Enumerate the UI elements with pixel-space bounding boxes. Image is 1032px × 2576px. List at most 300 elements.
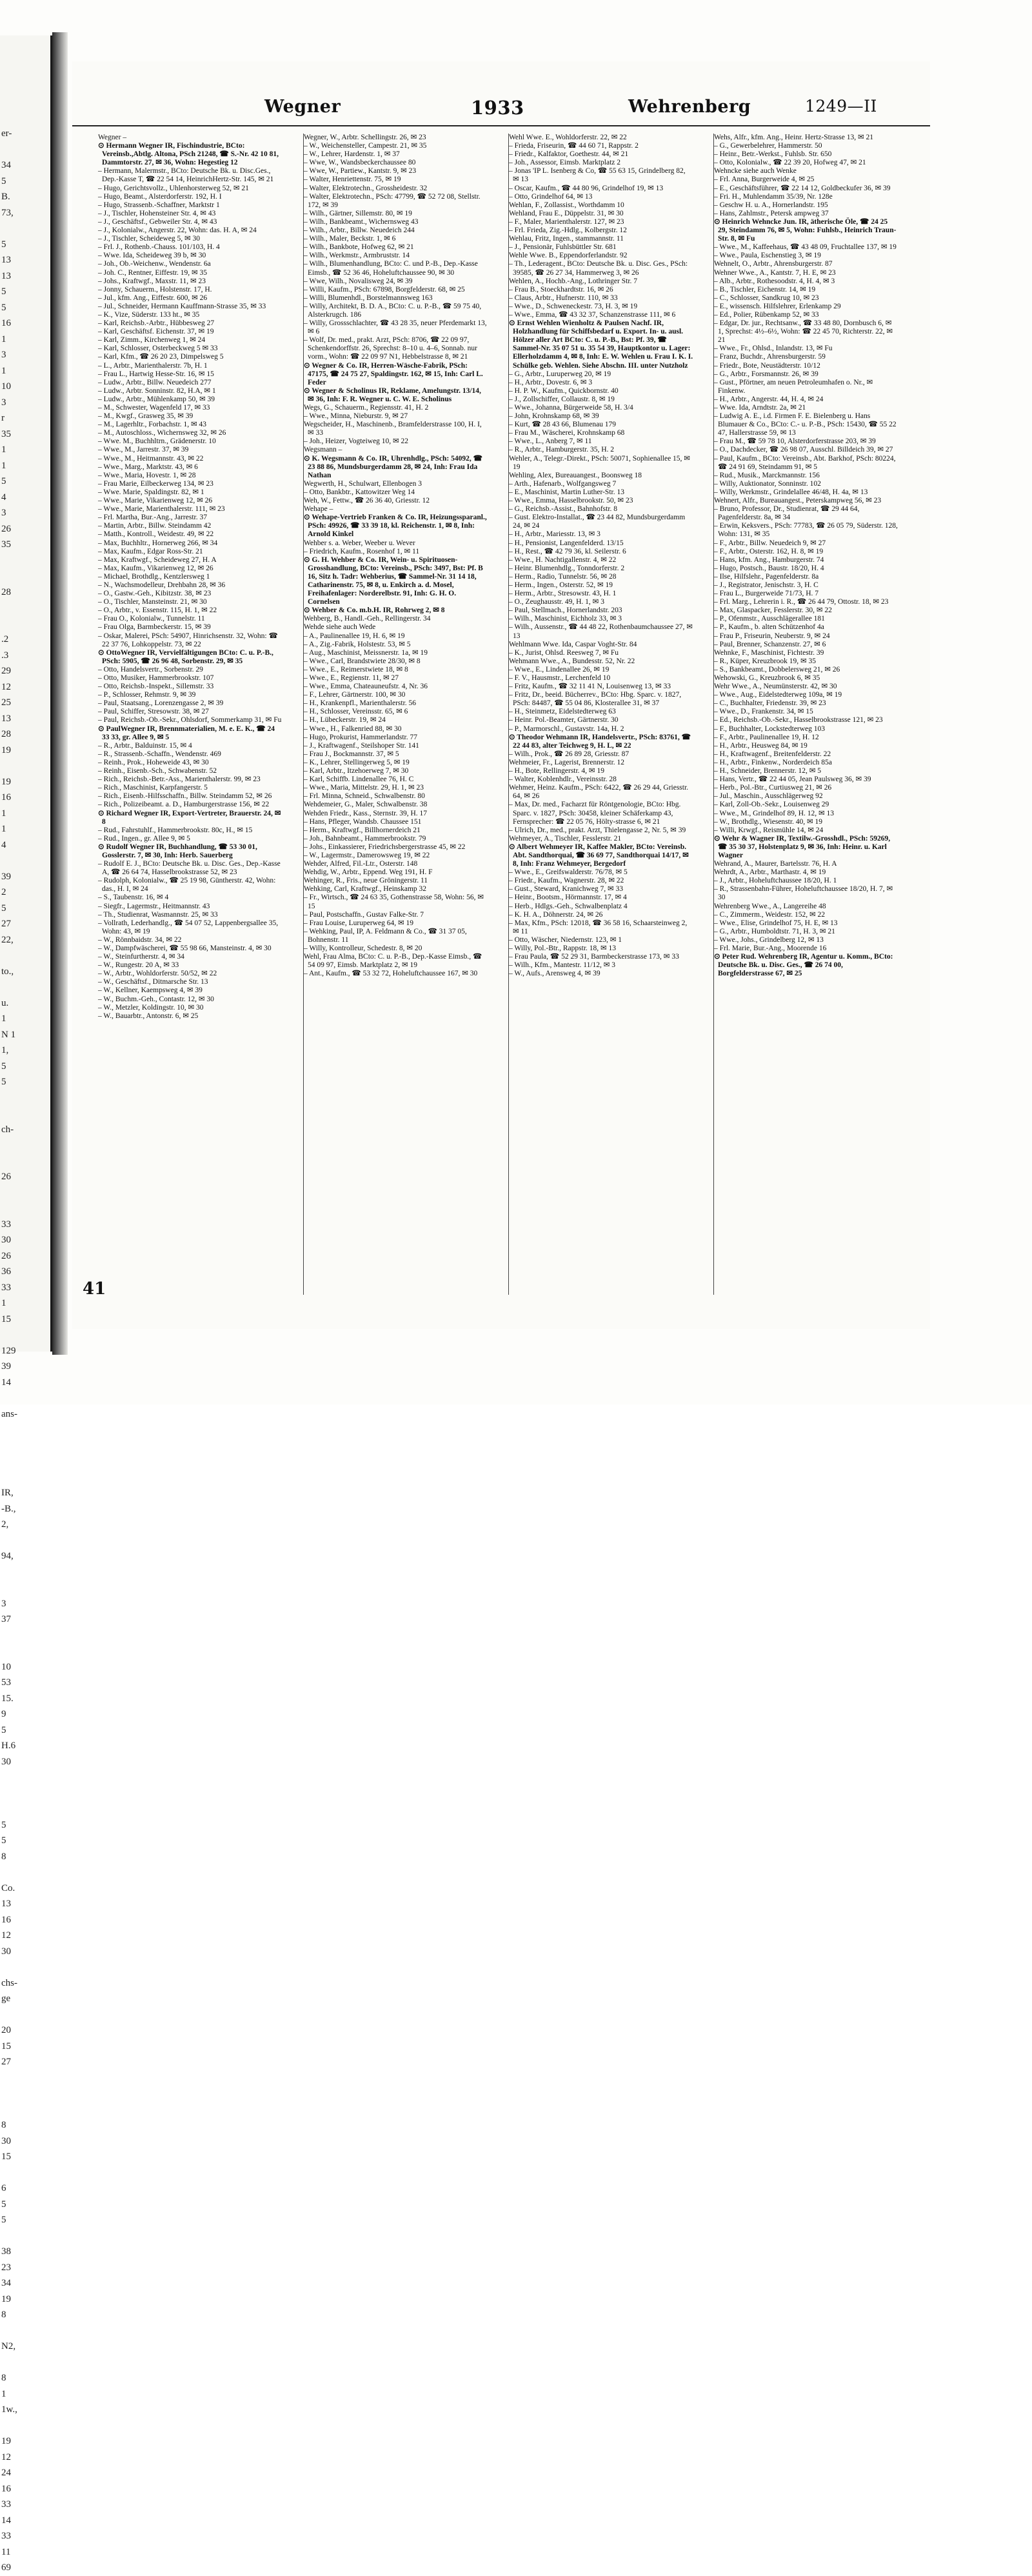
directory-entry: – F., Arbtr., Paulinenallee 19, H. 12 [714,733,819,741]
directory-column-3 [508,134,695,1295]
directory-entry: – Friedr., Kalfaktor, Goethestr. 44, ✉ 21 [509,150,629,159]
directory-entry: Wehncke siehe auch Wenke [714,167,797,175]
directory-entry: – Wwe., Carl, Brandstwiete 28/30, ✉ 8 [304,657,421,665]
directory-entry: – J., Tischler, Scheideweg 5, ✉ 30 [98,235,201,243]
directory-entry: – S., Taubenstr. 16, ✉ 4 [98,894,169,902]
directory-entry: – Wwe, W., Wandsbeckerchaussee 80 [304,159,416,167]
directory-entry: – Rich., Reichsb.-Betr.-Ass., Marienthalerstr. 99, ✉ 23 [98,775,261,784]
directory-entry: – Wwe., L., Anberg 7, ✉ 11 [509,437,592,446]
directory-entry: – Aug., Maschinist, Meissnerstr. 1a, ✉ 19 [304,648,428,657]
directory-entry: – Oscar, Kaufm., ☎ 44 80 96, Grindelhof 19, ✉ 13 [509,184,664,192]
directory-entry: – Frieda, Friseurin, ☎ 44 60 71, Rappstr. 2 [509,142,639,150]
directory-entry: – Ulrich, Dr., med., prakt. Arzt, Thielengasse 2, Nr. 5, ✉ 39 [509,826,686,834]
directory-entry: Wehmeier, Fr., Lagerist, Brennerstr. 12 [509,758,625,766]
directory-entry: – P., Kaufm., b. alten Schützenhof 4a [714,623,824,632]
directory-entry: – M., Schwester, Wagenfeld 17, ✉ 33 [98,404,210,412]
directory-entry: – Jul., Schneider, Hermann Kauffmann-Strasse 35, ✉ 33 [98,302,266,310]
directory-entry: – Frau Louise, Luruperweg 64, ✉ 19 [304,919,413,927]
directory-entry: – Matth., Kontroll., Weidestr. 49, ✉ 22 [98,530,214,539]
directory-entry: – H. P. W., Kaufm., Quickbornstr. 40 [509,386,619,395]
directory-column-4 [713,134,900,1295]
directory-entry: – Karl, Geschäftsf. Eichenstr. 37, ✉ 19 [98,328,214,336]
directory-entry: – Wwe., D., Frankenstr. 34, ✉ 15 [714,708,813,716]
directory-entry: – Rich., Eisenb.-Hilfsschaffn., Billw. Steindamm 52, ✉ 26 [98,792,272,801]
directory-entry: – E., Maschinist, Martin Luther-Str. 13 [509,488,624,496]
directory-entry: – Wwe., Maria, Mittelstr. 29, H. 1, ✉ 23 [304,784,424,792]
directory-entry: – W., Arbtr., Wohldorferstr. 50/52, ✉ 22 [98,970,217,978]
directory-entry: – K., Jurist, Ohlsd. Reesweg 7, ✉ Fu [509,648,619,657]
directory-entry: – Wwe., M., Grindelhof 89, H. 12, ✉ 13 [714,809,835,817]
directory-entry: Wehler, A., Telegr.-Direkt., PSch: 50071, Sophienallee 15, ✉ 19 [509,454,690,471]
directory-entry: – Heinr. Blumenhdlg., Tonndorferstr. 2 [509,564,625,572]
directory-entry: – Walter, Henriettenstr. 75, ✉ 19 [304,175,401,184]
directory-entry: – P., Marmorschl., Gustavstr. 14a, H. 2 [509,724,624,733]
directory-entry: – H., Krankenpfl., Marienthalerstr. 56 [304,699,417,708]
directory-entry: – Karl, Reichsb.-Arbtr., Hübbesweg 27 [98,319,215,328]
directory-entry: – Rud., Musik., Marckmannstr. 156 [714,471,820,479]
directory-entry: – Herm., Arbtr., Stresowstr. 43, H. 1 [509,590,617,598]
directory-entry: – Paul, Kaufm., BCto: Vereinsb., Abt. Barkhof, PSch: 80224, ☎ 24 91 69, Steindamm 91, ✉ 5 [714,454,896,471]
directory-entry: – Ant., Kaufm., ☎ 53 32 72, Hoheluftchaussee 167, ✉ 30 [304,970,478,978]
directory-entry: Wehber s. a. Weber, Weeber u. Wever [304,539,415,547]
directory-entry: – Wilh., Werkmstr., Armbruststr. 14 [304,252,410,260]
directory-entry: – Wwe., E., Lindenallee 26, ✉ 19 [509,665,610,674]
directory-entry: – Frl. Marie, Bur.-Ang., Moorende 16 [714,944,827,952]
directory-entry: – Max, Kaufm., Vikarienweg 12, ✉ 26 [98,564,213,572]
directory-entry: Wehr Wwe., A., Neumünsterstr. 42, ✉ 30 [714,683,837,691]
directory-entry: – W., Buchm.-Geh., Contastr. 12, ✉ 30 [98,995,214,1003]
directory-entry: – Joh., Assessor, Eimsb. Marktplatz 2 [509,159,620,167]
directory-entry: – Ludwig A. E., i.d. Firmen F. E. Bielenberg u. Hans Blumauer & Co., BCto: C.- u. P.-B., PSch: 15430, ☎ 55 22 47, Hallerstrasse 59, ✉ 13 [714,412,897,437]
directory-entry: – John, Krohnskamp 68, ✉ 39 [509,412,599,421]
directory-entry: – Wwe., Fr., Ohlsd., Inlandstr. 13, ✉ Fu [714,344,833,353]
directory-entry: Wehlan, F., Zollassist., Worthdamm 10 [509,201,624,209]
directory-entry: Wehking, Carl, Kraftwgf., Heinskamp 32 [304,885,427,894]
directory-entry: – Wilh., Bankbote, Hofweg 62, ✉ 21 [304,243,414,252]
directory-entry: – F., Arbtr., Osterstr. 162, H. 8, ✉ 19 [714,547,824,555]
firm-entry: ⊙ K. Wegsmann & Co. IR, Uhrenhdlg., PSch: 54092, ☎ 23 88 86, Mundsburgerdamm 28, ✉ 24, Inh: Frau Ida Nathan [304,454,482,479]
directory-entry: – C., Schlosser, Sandkrug 10, ✉ 23 [714,294,819,302]
directory-entry: – Johs., Kraftwgf., Maxstr. 11, ✉ 23 [98,277,206,285]
firm-entry: ⊙ OttoWegner IR, Vervielfältigungen BCto: C. u. P.-B., PSch: 5905, ☎ 26 96 48, Sorbenstr. 29, ✉ 35 [98,648,273,665]
directory-entry: – J., Kolonialw., Angerstr. 22, Wohn: das. H. A, ✉ 24 [98,226,257,235]
directory-entry: – Wwe., Johanna, Bürgerweide 58, H. 3/4 [509,404,633,412]
directory-entry: – Wwe., Aug., Eidelstedterweg 109a, ✉ 19 [714,691,842,699]
directory-entry: – W., Brothdlg., Wiesenstr. 40, ✉ 19 [714,817,823,826]
directory-entry: – F. V., Hausmstr., Lerchenfeld 10 [509,674,611,682]
directory-entry: – C., Zimmerm., Weidestr. 152, ✉ 22 [714,910,826,919]
directory-entry: – Willy, Grossschlachter, ☎ 43 28 35, neuer Pferdemarkt 13, ✉ 6 [304,319,487,336]
directory-entry: – Willi, Kaufm., PSch: 67898, Borgfelderstr. 68, ✉ 25 [304,285,465,294]
directory-columns [98,134,924,1295]
directory-entry: – W., Dampfwäscherei, ☎ 55 98 66, Mansteinstr. 4, ✉ 30 [98,944,272,952]
directory-entry: – Hugo, Gerichtsvollz., Uhlenhorsterweg 52, ✉ 21 [98,184,249,192]
directory-entry: – Fritz, Kaufm., ☎ 32 11 41 N, Louisenweg 13, ✉ 33 [509,683,671,691]
directory-entry: – Ilse, Hilfslehr., Pagenfelderstr. 8a [714,572,819,581]
directory-entry: Wehnke, F., Maschinist, Fichtestr. 39 [714,648,824,657]
directory-entry: Wehling, Alex, Bureauangest., Boonsweg 18 [509,471,642,479]
directory-entry: – O., Dachdecker, ☎ 26 98 07, Ausschl. Billdeich 39, ✉ 27 [714,446,893,454]
directory-entry: Wehner Wwe., A., Kantstr. 7, H. E, ✉ 23 [714,268,836,277]
directory-entry: – Fritz, Dr., beeid. Bücherrev., BCto: Hbg. Sparc. v. 1827, PSch: 84487, ☎ 55 04 86, Klosterallee 31, ✉ 37 [509,691,682,708]
directory-entry: – R., Küper, Kreuzbrook 19, ✉ 35 [714,657,817,665]
directory-entry: – Frau P., Friseurin, Neuberstr. 9, ✉ 24 [714,632,830,640]
directory-entry: – Frau B., Stoeckhardtstr. 16, ✉ 26 [509,285,613,294]
header-page-number: 1249—II [805,97,877,115]
directory-entry: – H., Arbtr., Angerstr. 44, H. 4, ✉ 24 [714,395,824,403]
firm-entry: ⊙ Wehber & Co. m.b.H. IR, Rohrweg 2, ✉ 8 [304,606,445,615]
directory-entry: – Wwe, W., Partiew., Kantstr. 9, ✉ 23 [304,167,417,175]
book-gutter [52,32,68,1355]
directory-entry: Wehowski, G., Kreuzbrook 6, ✉ 35 [714,674,820,682]
directory-entry: – Frau O., Kolonialw., Tunnelstr. 11 [98,615,205,623]
directory-entry: – A., Paulinenallee 19, H. 6, ✉ 19 [304,632,405,640]
directory-entry: – Wwe., Emma, Hasselbrookstr. 50, ✉ 23 [509,497,633,505]
directory-entry: – Wwe, Wilh., Novalisweg 24, ✉ 39 [304,277,413,285]
directory-entry: – Wolf, Dr. med., prakt. Arzt, PSch: 8706, ☎ 22 09 97, Schenkendorffstr. 26, Sprechst: 8–10 u. 4–6, Sonnab. nur vorm., Wohn: ☎ 22 09 97 N1, Hebbelstrasse 8, ✉ 21 [304,336,477,361]
directory-entry: – Rudolf E. J., BCto: Deutsche Bk. u. Disc. Ges., Dep.-Kasse A, ☎ 26 64 74, Hasselbrookstrasse 52, ✉ 23 [98,860,281,877]
directory-entry: Wegner – [98,134,127,141]
directory-entry: – Paul, Reichsb.-Ob.-Sekr., Ohlsdorf, Sommerkamp 31, ✉ Fu [98,716,282,724]
directory-entry: – Frau Paula, ☎ 52 29 31, Barmbeckerstrasse 173, ✉ 33 [509,953,679,961]
directory-entry: Wehl Wwe. E., Wohldorferstr. 22, ✉ 22 [509,134,627,141]
directory-entry: – Otto, Grindelhof 64, ✉ 13 [509,192,593,201]
directory-entry: – Wilh., Prok., ☎ 26 89 28, Griesstr. 87 [509,750,630,758]
directory-entry: – Wilh., Blumenhandlung, BCto: C. und P.-B., Dep.-Kasse Eimsb., ☎ 52 36 46, Hoheluftchaussee 90, ✉ 30 [304,260,478,277]
directory-entry: – Joh. C., Rentner, Eiffestr. 19, ✉ 35 [98,268,207,277]
directory-entry: – Gust., Pförtner, am neuen Petroleumhafen o. Nr., ✉ Finkenw. [714,378,873,395]
firm-entry: ⊙ G. H. Wehber & Co. IR, Wein- u. Spirituosen-Grosshandlung, BCto: Vereinsb., PSch: 3497, Bst: Pf. B 16, Sitz h. Tadr: Wehberius, ☎ Sammel-Nr. 31 14 18, Catharinenstr. 75, ✉ 8, u. Enkirch a. d. Mosel, Freihafenlager: Norderelbstr. 91, Inh: G. H. O. Cornelsen [304,555,483,606]
directory-entry: – Wwe., Marg., Marktstr. 43, ✉ 6 [98,463,198,471]
directory-entry: Wehdig, W., Arbtr., Eppend. Weg 191, H. F [304,868,433,877]
directory-page [72,61,930,1329]
directory-entry: – Wilh., Aussenstr., ☎ 44 48 22, Rothenbaumchaussee 27, ✉ 13 [509,623,693,640]
directory-entry: – Wwe., Emma, Chateauneufstr. 4, Nr. 36 [304,683,428,691]
directory-entry: – Ludw., Arbtr., Mühlenkamp 50, ✉ 39 [98,395,215,403]
directory-entry: – W., Rungestr. 20 A, ✉ 33 [98,961,179,970]
directory-entry: – Wwe., Marie, Vikarienweg 12, ✉ 26 [98,497,213,505]
directory-entry: – Rud., Fahrstuhlf., Hammerbrookstr. 80c, H., ✉ 15 [98,826,253,834]
directory-entry: Wehrdt, A., Arbtr., Marthastr. 4, ✉ 19 [714,868,826,877]
header-right-name: Wehrenberg [628,97,751,117]
directory-entry: – Bruno, Professor, Dr., Studienrat, ☎ 29 44 64, Pagenfelderstr. 8a, ✉ 34 [714,505,860,522]
directory-entry: – Otto, Musiker, Hammerbrookstr. 107 [98,674,214,682]
directory-entry: – Willy, Kontrolleur, Schedestr. 8, ✉ 20 [304,944,422,952]
directory-entry: – Frau J., Bockmannstr. 37, ✉ 5 [304,750,399,758]
directory-entry: – Ed., Reichsb.-Ob.-Sekr., Hasselbrookstrasse 121, ✉ 23 [714,716,883,724]
directory-entry: – W., Kellner, Kaempsweg 4, ✉ 39 [98,986,203,995]
directory-entry: – E., wissensch. Hilfslehrer, Erlenkamp 29 [714,302,841,310]
directory-entry: – W., Lehrer, Hardenstr. 1, ✉ 37 [304,150,400,159]
firm-entry: ⊙ Peter Rud. Wehrenberg IR, Agentur u. Komm., BCto: Deutsche Bk. u. Disc. Ges., ☎ 26 74 00, Borgfelderstrasse 67, ✉ 25 [714,953,893,978]
directory-entry: – W., Aufs., Arensweg 4, ✉ 39 [509,970,600,978]
directory-entry: – Wwe., Marie, Marienthalerstr. 111, ✉ 23 [98,505,225,514]
directory-entry: – Willy, Architekt, B. D. A., BCto: C. u. P.-B., ☎ 59 75 40, Alsterkrugch. 186 [304,302,482,319]
directory-entry: – Max, Kaufm., Edgar Ross-Str. 21 [98,547,203,555]
directory-entry: – Frl. Anna, Burgerweide 4, ✉ 25 [714,175,815,184]
directory-column-1 [98,134,284,1295]
directory-entry: – Kurt, ☎ 28 43 66, Blumenau 179 [509,421,617,429]
directory-entry: – H., Lübeckerstr. 19, ✉ 24 [304,716,386,724]
directory-entry: – Jul., Maschin., Ausschlägerweg 92 [714,792,823,801]
directory-entry: – R., Strassenb.-Schaffn., Wendenstr. 469 [98,750,221,758]
directory-entry: – F., Buchhalter, Lockstedterweg 103 [714,724,826,733]
directory-entry: – M., Kwgf., Grasweg 35, ✉ 39 [98,412,194,421]
directory-entry: – W., Bauarbtr., Antonstr. 6, ✉ 25 [98,1012,199,1020]
directory-entry: Wehlmann Wwe. Ida, Caspar Voght-Str. 84 [509,640,637,648]
directory-entry: – A., Zig.-Fabrik, Holstestr. 53, ✉ 5 [304,640,411,648]
directory-entry: – Willy, Werkmstr., Grindelallee 46/48, H. 4a, ✉ 13 [714,488,868,496]
directory-entry: – Wwe., E., Greifswalderstr. 76/78, ✉ 5 [509,868,628,877]
directory-entry: Wehape – [304,505,333,514]
directory-entry: – Joh., Bahnbeamt., Hammerbrookstr. 79 [304,834,426,843]
directory-entry: – Jul., kfm. Ang., Eiffestr. 600, ✉ 26 [98,294,208,302]
directory-entry: – Max, Dr. med., Facharzt für Röntgenologie, BCto: Hbg. Sparc. v. 1827, PSch: 30458, kleiner Schäferkamp 43, Fernsprecher: ☎ 22 05 76, Hölty-strasse 6, ✉ 21 [509,801,681,826]
directory-entry: – Walter, Elektrotechn., Grossheidestr. 32 [304,184,428,192]
footer-number: 41 [83,1279,106,1299]
directory-entry: – J., Registrator, Jenischstr. 3, H. C [714,581,819,589]
firm-entry: ⊙ Heinrich Wehncke Jun. IR, ätherische Öle, ☎ 24 25 29, Steindamm 76, ✉ 5, Wohn: Fuhlsb., Heinrich Traun-Str. 8, ✉ Fu [714,217,897,243]
directory-entry: Wehl, Frau Alma, BCto: C. u. P.-B., Dep.-Kasse Eimsb., ☎ 54 09 97, Eimsb. Marktplatz 2, ✉ 19 [304,953,482,970]
directory-entry: – Wehking, Paul, IP, A. Feldmann & Co., ☎ 31 37 05, Bohnenstr. 11 [304,927,467,944]
directory-entry: – Wwe., Elise, Grindelhof 75, H. E, ✉ 13 [714,919,838,927]
directory-entry: – Hans, kfm. Ang., Hamburgerstr. 74 [714,555,824,564]
directory-entry: – Karl, Zoll-Ob.-Sekr., Louisenweg 29 [714,801,829,809]
directory-entry: – R., Strassenbahn-Führer, Hoheluftchaussee 18/20, H. 7, ✉ 30 [714,885,893,902]
directory-entry: – Ed., Polier, Rübenkamp 52, ✉ 33 [714,310,819,319]
directory-entry: – P., Schlosser, Rehmstr. 9, ✉ 39 [98,691,196,699]
directory-entry: – Willy, Auktionator, Sonninstr. 102 [714,479,821,488]
directory-entry: – Rich., Maschinist, Karpfangerstr. 5 [98,784,208,792]
directory-entry: – J., Pensionär, Fuhlsbüttler Str. 681 [509,243,617,252]
firm-entry: ⊙ Ernst Wehlen Wienholtz & Paulsen Nachf. IR, Holzhandlung für Schiffsbedarf u. Export. In- u. ausl. Hölzer aller Art BCto: C. u. P.-B., Bst: Pf. 39, ☎ Sammel-Nr. 35 07 51 u. 35 54 39, Hauptkontor u. Lager: Ellerholzdamm 4, ✉ 8, Inh: E. W. Wehlen u. Frau I. K. I. Schülke geb. Wehlen. Siehe Abschn. III. unter Nutzholz [509,319,693,370]
directory-entry: Wehrand, A., Maurer, Bartelsstr. 76, H. A [714,860,837,868]
directory-entry: Wehberg, B., Handl.-Geh., Rellingerstr. 34 [304,615,431,623]
header-year: 1933 [471,97,524,119]
directory-entry: – P., Ofenmstr., Ausschlägerallee 181 [714,615,825,623]
directory-entry: Wehmer, Heinz. Kaufm., PSch: 6422, ☎ 26 29 44, Griesstr. 64, ✉ 26 [509,784,689,801]
directory-entry: – J., Arbtr., Hoheluftchaussee 18/20, H. 1 [714,877,837,885]
directory-entry: – Paul, Stellmach., Hornerlandstr. 203 [509,606,622,615]
directory-entry: – Michael, Brothdlg., Kentzlersweg 1 [98,572,210,581]
directory-entry: – Alb., Arbtr., Rothesoodstr. 4, H. 4, ✉ 3 [714,277,835,285]
directory-entry: – H., Arbtr., Dovestr. 6, ✉ 3 [509,378,593,386]
directory-entry: – Hugo, Postsch., Baustr. 18/20, H. 4 [714,564,824,572]
directory-entry: – Karl, Kfm., ☎ 26 20 23, Dimpelsweg 5 [98,353,224,361]
directory-entry: – Jonny, Schauerm., Holstenstr. 17, H. [98,285,212,294]
directory-entry: – Hugo, Beamt., Alsterdorferstr. 192, H. I [98,192,222,201]
directory-entry: – Herm., Ingen., Osterstr. 52, ✉ 19 [509,581,613,589]
directory-entry: – H., Schlosser, Vereinsstr. 65, ✉ 6 [304,708,408,716]
directory-entry: Wehnert, Alfr., Bureauangest., Peterskampweg 56, ✉ 23 [714,497,882,505]
directory-entry: – R., Arbtr., Hamburgerstr. 35, H. 2 [509,446,615,454]
directory-entry: – Otto, Wäscher, Niedernstr. 123, ✉ 1 [509,935,622,944]
directory-entry: – O., Arbtr., v. Essenstr. 115, H. 1, ✉ 22 [98,606,217,615]
directory-entry: – W., Geschäftsf., Ditmarsche Str. 13 [98,978,208,986]
directory-entry: – Karl, Arbtr., Itzehoerweg 7, ✉ 30 [304,767,409,775]
directory-entry: – Arth., Hafenarb., Wolfgangsweg 7 [509,479,617,488]
directory-entry: – Willi, Blumenhdl., Borstelmannsweg 163 [304,294,433,302]
directory-entry: – H., Rest., ☎ 42 79 36, kl. Seilerstr. 6 [509,547,626,555]
directory-entry: Wegs, G., Schauerm., Regiensstr. 41, H. 2 [304,404,429,412]
directory-entry: – F., Lehrer, Gärtnerstr. 100, ✉ 30 [304,691,406,699]
directory-entry: – F., Arbtr., Billw. Neuedeich 9, ✉ 27 [714,539,826,547]
directory-entry: – Wwe. Marie, Spaldingstr. 82, ✉ 1 [98,488,204,496]
directory-entry: – Joh., Heizer, Vogteiweg 10, ✉ 22 [304,437,409,446]
directory-entry: Wehmeyer, A., Tischler, Fesslerstr. 21 [509,834,622,843]
firm-entry: ⊙ Rudolf Wegner IR, Buchhandlung, ☎ 53 30 01, Gosslerstr. 7, ✉ 30, Inh: Herb. Sauerberg [98,843,257,859]
directory-entry: – Paul, Schiffer, Stresowstr. 38, ✉ 27 [98,708,209,716]
firm-entry: ⊙ Hermann Wegner IR, Fischindustrie, BCto: Vereinsb.,Abtlg. Altona, PSch 21248, ☎ S.-Nr. 42 10 81, Dammtorstr. 27, ✉ 36, Wohn: Hegestieg 12 [98,142,279,167]
directory-entry: – Wwe., Paula, Eschenstieg 3, ✉ 19 [714,252,821,260]
directory-entry: – Max, Buchhltr., Hornerweg 266, ✉ 34 [98,539,218,547]
directory-entry: Wehs, Alfr., kfm. Ang., Heinr. Hertz-Strasse 13, ✉ 21 [714,134,873,141]
firm-entry: ⊙ Wegner & Co. IR, Herren-Wäsche-Fabrik, PSch: 47175, ☎ 24 75 27, Spaldingstr. 162, ✉ 15, Inh: Carl L. Feder [304,361,483,386]
directory-entry: – Frl. Frieda, Zig.-Hdlg., Kolbergstr. 12 [509,226,627,235]
directory-entry: – Rudolph, Kolonialw., ☎ 25 19 98, Güntherstr. 42, Wohn: das., H. I, ✉ 24 [98,877,276,894]
directory-entry: – Frl. J., Rothenb.-Chauss. 101/103, H. 4 [98,243,220,252]
directory-entry: – Herb., Hdlgs.-Geh., Schwalbenplatz 4 [509,902,628,910]
directory-entry: Wegscheider, H., Maschinenb., Bramfelderstrasse 100, H. I, ✉ 33 [304,421,482,437]
directory-entry: – J., Geschäftsf., Gebweiler Str. 4, ✉ 43 [98,217,217,226]
directory-entry: – J., Kraftwagenf., Steilshoper Str. 141 [304,741,419,750]
firm-entry: ⊙ PaulWegner IR, Brennmaterialien, M. e. E. K., ☎ 24 33 33, gr. Allee 9, ✉ 5 [98,724,275,741]
directory-entry: – Martin, Arbtr., Billw. Steindamm 42 [98,522,212,530]
directory-entry: – Wwe., E., Regienstr. 11, ✉ 27 [304,674,399,682]
directory-entry: – H., Steinmetz, Eidelstedterweg 63 [509,708,616,716]
directory-entry: – Vollrath, Lederhandlg., ☎ 54 07 52, Lappenbergsallee 35, Wohn: 43, ✉ 19 [98,919,279,935]
directory-entry: – Wwe., D., Schweneckestr. 73, H. 3, ✉ 19 [509,302,638,310]
directory-entry: – W., Metzler, Koldingstr. 10, ✉ 30 [98,1003,204,1012]
directory-entry: – Willy, Pol.-Btr., Rappstr. 18, ✉ 13 [509,944,617,952]
directory-entry: – Wwe. M., Buchhltrn., Grädenerstr. 10 [98,437,216,446]
adjacent-page-edge [0,35,52,2573]
directory-entry: – J., Zollschiffer, Collaustr. 8, ✉ 19 [509,395,615,403]
directory-entry: – Frau Marie, Eilbeckerweg 134, ✉ 23 [98,479,213,488]
directory-entry: – W., Rönnbaidstr. 34, ✉ 22 [98,935,182,944]
directory-entry: – Hugo, Prokurist, Hammerlandstr. 77 [304,733,417,741]
directory-entry: Wegwerth, H., Schulwart, Ellenbogen 3 [304,479,422,488]
directory-entry: – G., Arbtr., Luruperweg 20, ✉ 19 [509,370,611,378]
directory-entry: – Wilh., Maschinist, Eichholz 33, ✉ 3 [509,615,622,623]
firm-entry: ⊙ Albert Wehmeyer IR, Kaffee Makler, BCto: Vereinsb. Abt. Sandthorquai, ☎ 36 69 77, Sandthorquai 14/17, ✉ 8, Inh: Franz Wehmeyer, Bergedorf [509,843,689,868]
directory-entry: – W., Weichensteller, Campestr. 21, ✉ 35 [304,142,427,150]
directory-entry: – Friedr., Kaufm., Wagnerstr. 28, ✉ 22 [509,877,624,885]
adjacent-page-fragments: er- 34 5 B. 73, 5 13 13 5 5 16 1 3 1 10 3 r 35 1 1 5 4 3 26 35 28 .2 .3 29 12 25 13 28 19 19 16 1 1 4 39 2 5 27 22, to., u. 1 N 1 1, 5 5 ch- 26 33 30 26 36 33 1 15 129 39 14 ans- IR, -B., 2, 94, 3 37 10 53 15. 9 5 H.6 30 5 5 8 Co. 13 16 12 30 chs- ge 20 15 27 8 30 15 6 5 5 38 23 34 19 8 N2, 8 1 1w., 19 12 24 16 33 14 33 11 69 [1,128,17,2573]
directory-entry: – Karl, Zimm., Kirchenweg 1, ✉ 24 [98,336,206,344]
directory-entry: – Fr., Wirtsch., ☎ 24 63 35, Gothenstrasse 58, Wohn: 56, ✉ 15 [304,894,484,910]
directory-entry: – Walter, Elektrotechn., PSch: 47799, ☎ 52 72 08, Stellstr. 172, ✉ 39 [304,192,481,209]
directory-entry: – Wwe., Minna, Nieburstr. 9, ✉ 27 [304,412,408,421]
directory-entry: – Wwe., M., Kaffeehaus, ☎ 43 48 09, Fruchtallee 137, ✉ 19 [714,243,897,252]
directory-entry: – Erwin, Keksvers., PSch: 77783, ☎ 26 05 79, Süderstr. 128, Wohn: 131, ✉ 35 [714,522,898,539]
directory-entry: – Wwe., E., Reimerstwiete 18, ✉ 8 [304,665,408,674]
directory-entry: – Paul, Postschaffn., Gustav Falke-Str. 7 [304,910,424,919]
directory-entry: – G., Arbtr., Humboldtstr. 71, H. 3, ✉ 21 [714,927,835,935]
directory-entry: – Karl, Schiffb. Lindenallee 76, H. C [304,775,414,784]
directory-entry: – Wwe., H. Nachtigallenstr. 4, ✉ 22 [509,555,617,564]
directory-entry: Wehland, Frau E., Düppelstr. 31, ✉ 30 [509,209,624,217]
directory-entry: Wehder, Alfred, Fil.-Ltr., Osterstr. 148 [304,860,418,868]
directory-entry: Wehde siehe auch Wede [304,623,376,632]
directory-entry: – L., Arbtr., Marienthalerstr. 7b, H. 1 [98,361,208,370]
directory-entry: – Hans, Pfleger, Wandsb. Chaussee 151 [304,817,422,826]
directory-entry: – O., Gastw.-Geh., Kibitzstr. 38, ✉ 23 [98,590,212,598]
directory-entry: – H., Arbtr., Finkenw., Norderdeich 85a [714,758,832,766]
directory-entry: – Heinr. Pol.-Beamter, Gärtnerstr. 30 [509,716,619,724]
firm-entry: ⊙ Theodor Wehmann IR, Handelsvertr., PSch: 83761, ☎ 22 44 83, alter Teichweg 9, H. L, ✉ 22 [509,733,691,750]
directory-entry: – Hans, Zahlmstr., Petersk ampweg 37 [714,209,829,217]
directory-entry: – Wilh., Gärtner, Sillemstr. 80, ✉ 19 [304,209,412,217]
directory-entry: Wehdemeier, G., Maler, Schwalbenstr. 38 [304,801,428,809]
directory-entry: – Max, Kfm., PSch: 12018, ☎ 36 58 16, Schaarsteinweg 2, ✉ 11 [509,919,688,935]
page-header [72,97,930,126]
directory-entry: – O., Zeughausstr. 49, H. 1, ✉ 3 [509,598,604,606]
directory-entry: Wegsmann – [304,446,342,454]
directory-entry: – Gust., Steward, Kranichweg 7, ✉ 33 [509,885,623,894]
directory-entry: – Ludw., Arbtr., Billw. Neuedeich 277 [98,378,212,386]
directory-entry: – Frau M., Wäscherei, Krohnskamp 68 [509,429,625,437]
directory-entry: – G., Gewerbelehrer, Hammerstr. 50 [714,142,822,150]
directory-entry: – Wwe., H., Falkenried 88, ✉ 30 [304,724,402,733]
directory-entry: – H., Arbtr., Mariesstr. 13, ✉ 3 [509,530,600,539]
directory-entry: Wehlau, Fritz, Ingen., stammannstr. 11 [509,235,624,243]
directory-entry: – Otto, Handelsvertr., Sorbenstr. 29 [98,665,203,674]
directory-entry: – Wilh., Arbtr., Billw. Neuedeich 244 [304,226,415,235]
directory-entry: – Karl, Schlosser, Osterbeckweg 5 ✉ 33 [98,344,218,353]
directory-entry: – W., Lagermstr., Damerowsweg 19, ✉ 22 [304,851,430,859]
directory-entry: Wehlen, A., Hochb.-Ang., Lothringer Str. 7 [509,277,638,285]
directory-entry: – K. H. A., Döhnerstr. 24, ✉ 26 [509,910,603,919]
directory-entry: – Hans, Vertr., ☎ 22 44 05, Jean Paulsweg 36, ✉ 39 [714,775,871,784]
directory-entry: – N., Wachsmodelleur, Drehbahn 28, ✉ 36 [98,581,226,589]
directory-entry: – Otto, Kolonialw., ☎ 22 39 20, Hofweg 47, ✉ 21 [714,159,866,167]
directory-entry: – Herm., Kraftwgf., Billhornerdeich 21 [304,826,421,834]
directory-entry: – Wwe., Johs., Grindelberg 12, ✉ 13 [714,935,824,944]
directory-entry: – Rich., Polizeibeamt. a. D., Hamburgerstrasse 156, ✉ 22 [98,801,270,809]
directory-entry: – Max, Kraftwgf., Scheideweg 27, H. A [98,555,217,564]
firm-entry: ⊙ Wegner & Scholinus IR, Reklame, Amelungstr. 13/14, ✉ 36, Inh: F. R. Wegner u. C. W. E. Scholinus [304,386,481,403]
directory-entry: – Frau M., ☎ 59 78 10, Alsterdorferstrasse 203, ✉ 39 [714,437,876,446]
directory-entry: – R., Arbtr., Balduinstr. 15, ✉ 4 [98,741,192,750]
directory-entry: – G., Arbtr., Forsmannstr. 26, ✉ 39 [714,370,819,378]
directory-entry: – Wwe. Ida, Scheideweg 39 b, ✉ 30 [98,252,206,260]
directory-entry: – Wwe. Ida, Arndtstr. 2a, ✉ 21 [714,404,806,412]
directory-entry: – Frl. Martha, Bur.-Ang., Jarrestr. 37 [98,514,207,522]
directory-entry: – Th., Studienrat, Wasmannstr. 25, ✉ 33 [98,910,218,919]
directory-column-2 [303,134,490,1295]
directory-entry: – Reinh., Prok., Hoheweide 43, ✉ 30 [98,758,209,766]
directory-entry: – M., Autoschloss., Wichernsweg 32, ✉ 26 [98,429,226,437]
directory-entry: – Heinr., Bootsm., Hörmannstr. 17, ✉ 4 [509,894,627,902]
directory-entry: – Wilh., Bankbeamt., Wichernsweg 43 [304,217,419,226]
directory-entry: – Joh., Ob.-Weichenw., Wendenstr. 6a [98,260,211,268]
directory-entry: – Hermann, Malermstr., BCto: Deutsche Bk. u. Disc.Ges., Dep.-Kasse T, ☎ 22 54 14, HeinrichHertz-Str. 145, ✉ 21 [98,167,274,184]
directory-entry: Wegner, W., Arbtr. Schellingstr. 26, ✉ 23 [304,134,426,141]
directory-entry: – H., Schneider, Brennerstr. 12, ✉ 5 [714,767,821,775]
directory-entry: – Herb., Pol.-Btr., Curtiusweg 21, ✉ 26 [714,784,832,792]
directory-entry: – Herm., Radio, Tunnelstr. 56, ✉ 28 [509,572,617,581]
directory-entry: – Th., Lederagent., BCto: Deutsche Bk. u. Disc. Ges., PSch: 39585, ☎ 26 27 34, Hammerweg 3, ✉ 26 [509,260,688,277]
directory-entry: – Gust. Elektro-Installat., ☎ 23 44 82, Mundsburgerdamm 24, ✉ 24 [509,514,686,530]
directory-entry: Weh, W., Fettw., ☎ 26 36 40, Griesstr. 12 [304,497,430,505]
directory-entry: – Franz, Buchdr., Ahrensburgerstr. 59 [714,353,826,361]
directory-entry: – Hugo, Strassenb.-Schaffner, Marktstr 1 [98,201,220,209]
directory-entry: – G., Reichsb.-Assist., Bahnhofstr. 8 [509,505,618,514]
directory-entry: – Wwe., Maria, Hovestr. 1, ✉ 28 [98,471,196,479]
directory-entry: – Max, Glaspacker, Fesslerstr. 30, ✉ 22 [714,606,832,615]
firm-entry: ⊙ Wehape-Vertrieb Franken & Co. IR, Heizungssparanl., PSch: 49926, ☎ 33 39 18, kl. Reichenstr. 1, ✉ 8, Inh: Arnold Kinkel [304,514,487,539]
